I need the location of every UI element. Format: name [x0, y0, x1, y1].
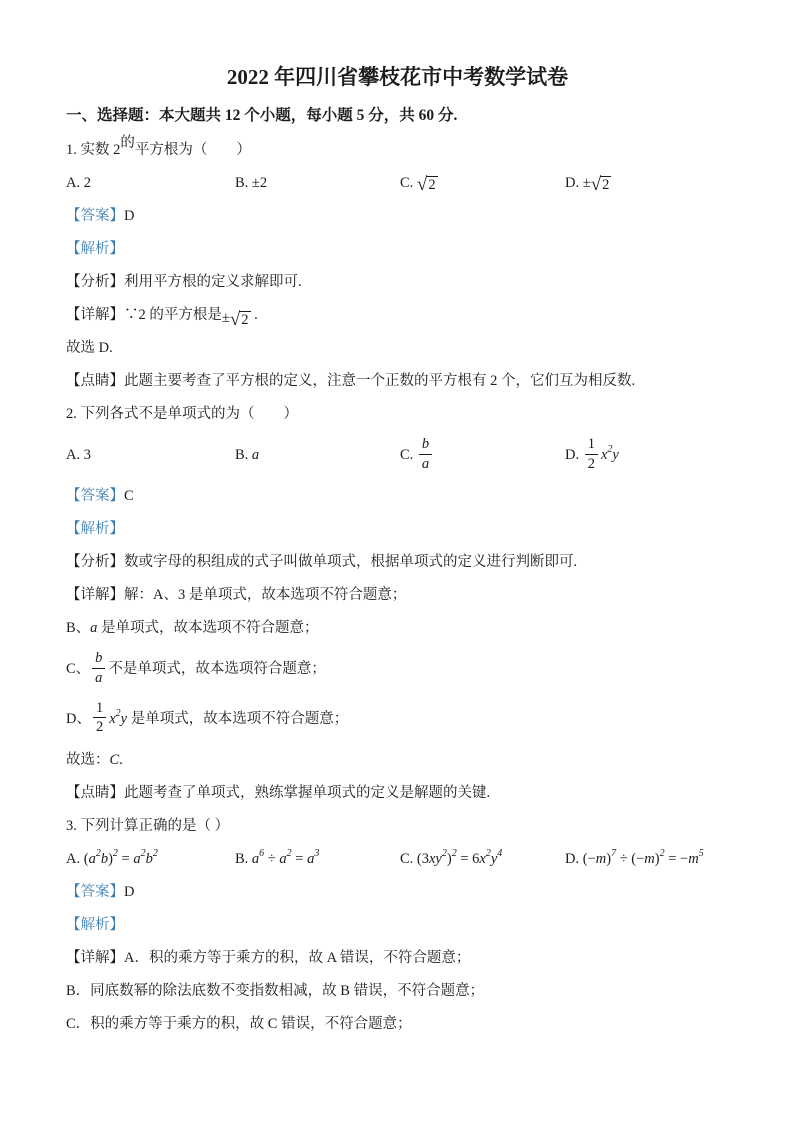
analysis-label: 【解析】	[66, 917, 124, 934]
question-2-remark-line: 【点睛】此题考查了单项式，熟练掌握单项式的定义是解题的关键.	[66, 785, 491, 802]
question-3-options	[66, 848, 729, 871]
question-3-stem: 3. 下列计算正确的是（ ）	[66, 818, 230, 835]
question-1-option-c: C. √ 2	[400, 174, 436, 195]
question-1-option-d: D. ± √ 2	[565, 174, 610, 195]
question-1-choice-line: 故选 D.	[66, 340, 113, 356]
question-3-analysis-label	[66, 914, 729, 937]
question-2-option-c: C. $\frac{b}{a}$	[400, 436, 565, 475]
question-2-stem: 2. 下列各式不是单项式的为（ ）	[66, 406, 298, 422]
question-3-option-a: A. $(a^2b)^2 = a^2b^2$	[66, 848, 158, 868]
answer-label: 【答案】	[66, 208, 124, 224]
question-1-detail-line: 【详解】∵2 的平方根是± √ 2 .	[66, 307, 258, 330]
question-3-detail-line-b: B．同底数幂的除法底数不变指数相减，故 B 错误，不符合题意；	[66, 983, 485, 1000]
question-1-options	[66, 172, 729, 195]
question-2-detail-line-b: B、a 是单项式，故本选项不符合题意；	[66, 620, 319, 637]
question-1-remark-line: 【点睛】此题主要考查了平方根的定义，注意一个正数的平方根有 2 个，它们互为相反数.	[66, 373, 636, 389]
question-3-option-b: B. $a^6 \div a^2 = a^3$	[235, 848, 320, 868]
answer-value: C	[124, 488, 134, 505]
analysis-label: 【解析】	[66, 241, 124, 257]
answer-label: 【答案】	[66, 488, 124, 505]
question-1-analysis-label	[66, 238, 729, 261]
question-1-option-b: B. ±2	[235, 175, 268, 191]
question-2-option-d: D. $\frac{1}{2}$ $x^2y$	[565, 436, 619, 472]
analysis-label: 【解析】	[66, 521, 124, 538]
question-2-detail-line-a: 【详解】解：A、3 是单项式，故本选项不符合题意；	[66, 587, 407, 604]
question-2-option-a: A. 3	[66, 447, 91, 463]
question-1-answer-line	[66, 205, 729, 228]
question-2-answer-line	[66, 485, 729, 508]
question-2-analysis-line: 【分析】数或字母的积组成的式子叫做单项式，根据单项式的定义进行判断即可.	[66, 554, 578, 571]
question-3-option-d: D. $(-m)^7 \div (-m)^2 = -m^5$	[565, 848, 704, 868]
question-3-detail-line-a: 【详解】A．积的乘方等于乘方的积，故 A 错误，不符合题意；	[66, 950, 471, 967]
question-2-detail-line-c: C、 $\frac{b}{a}$ 不是单项式，故本选项符合题意；	[66, 650, 326, 687]
question-3-detail-line-c: C．积的乘方等于乘方的积，故 C 错误，不符合题意；	[66, 1016, 412, 1033]
answer-value: D	[124, 884, 135, 901]
question-3-option-c: C. $(3xy^2)^2 = 6x^2y^4$	[400, 848, 503, 868]
question-1-option-a: A. 2	[66, 175, 91, 191]
question-1-stem: 1. 实数 2的平方根为（ ）	[66, 135, 251, 158]
question-1-analysis-line: 【分析】利用平方根的定义求解即可.	[66, 274, 302, 290]
section-header: 一、选择题：本大题共 12 个小题，每小题 5 分，共 60 分.	[66, 107, 458, 124]
question-2-option-b: B. a	[235, 447, 260, 463]
answer-label: 【答案】	[66, 884, 124, 901]
question-3-answer-line	[66, 881, 729, 904]
question-2-detail-line-d: D、 $\frac{1}{2}$ $x^2y$ 是单项式，故本选项不符合题意；	[66, 699, 349, 736]
question-2-options	[66, 436, 729, 475]
answer-value: D	[124, 208, 135, 224]
doc-title: 2022 年四川省攀枝花市中考数学试卷	[226, 65, 569, 89]
question-2-analysis-label	[66, 518, 729, 541]
question-2-choice-line: 故选：C.	[66, 752, 123, 769]
